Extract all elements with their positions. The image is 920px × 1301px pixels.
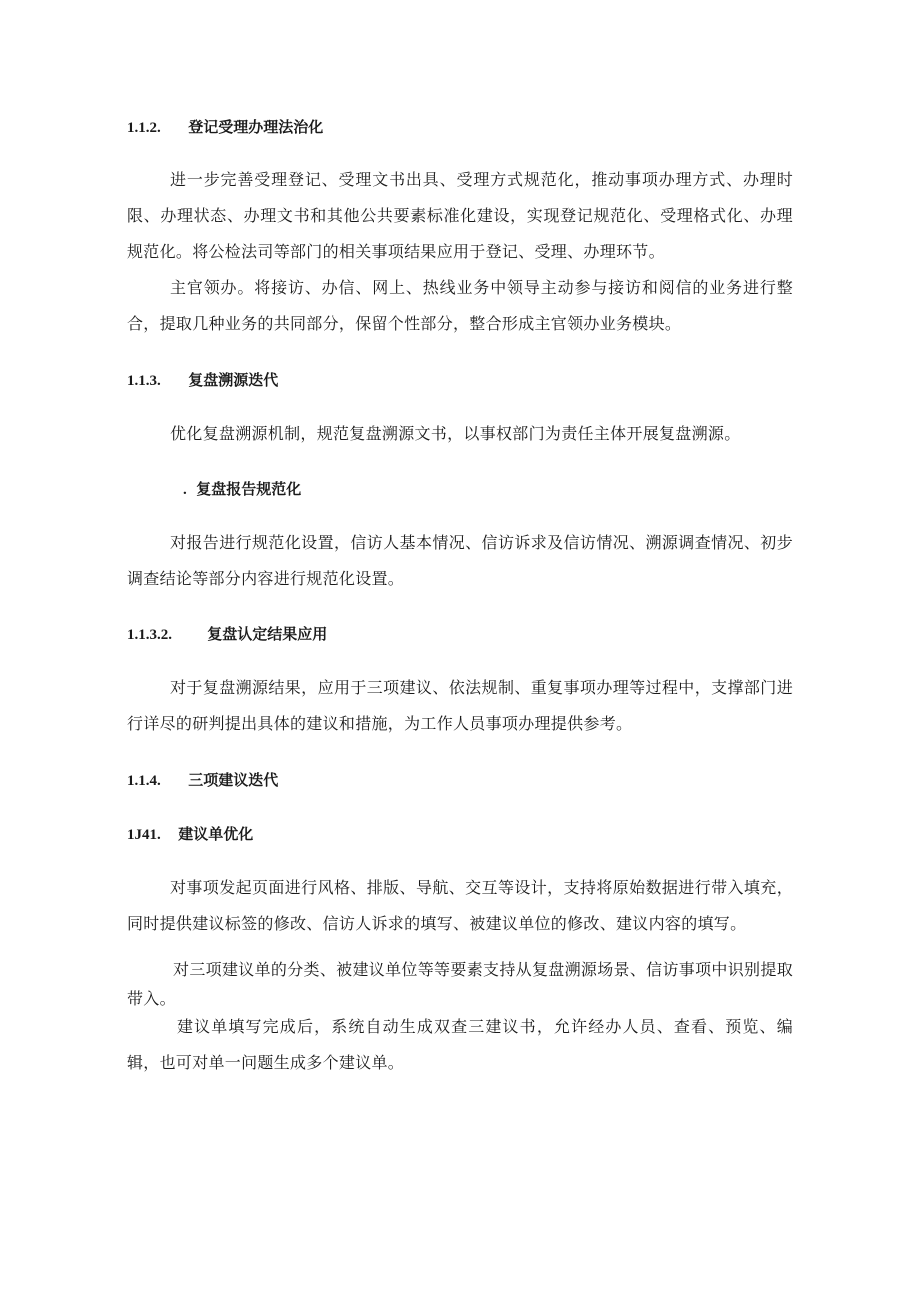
section-heading-1-1-2 <box>127 117 323 138</box>
section-heading-1-1-3-2 <box>127 624 327 645</box>
paragraph: 优化复盘溯源机制，规范复盘溯源文书，以事权部门为责任主体开展复盘溯源。 <box>170 424 741 443</box>
section-heading-1-1-4 <box>127 770 278 791</box>
paragraph: 对三项建议单的分类、被建议单位等等要素支持从复盘溯源场景、信访事项中识别提取带入。 <box>127 960 793 1008</box>
section-number: 1J41. <box>127 827 161 843</box>
section-heading-1-1-3 <box>127 370 278 391</box>
section-title: 复盘认定结果应用 <box>207 625 328 643</box>
section-heading-1j41 <box>127 824 253 845</box>
paragraph: 主官领办。将接访、办信、网上、热线业务中领导主动参与接访和阅信的业务进行整合，提取几种业务的共同部分，保留个性部分，整合形成主官领办业务模块。 <box>127 278 793 333</box>
section-title: 三项建议迭代 <box>188 771 279 789</box>
section-title: 登记受理办理法治化 <box>188 118 324 136</box>
paragraph: 对事项发起页面进行风格、排版、导航、交互等设计，支持将原始数据进行带入填充，同时提供建议标签的修改、信访人诉求的填写、被建议单位的修改、建议内容的填写。 <box>127 878 793 933</box>
paragraph: 对于复盘溯源结果，应用于三项建议、依法规制、重复事项办理等过程中，支撑部门进行详尽的研判提出具体的建议和措施，为工作人员事项办理提供参考。 <box>127 678 793 733</box>
section-title: 复盘溯源迭代 <box>188 371 279 389</box>
paragraph: 进一步完善受理登记、受理文书出具、受理方式规范化，推动事项办理方式、办理时限、办理状态、办理文书和其他公共要素标准化建设，实现登记规范化、受理格式化、办理规范化。将公检法司等部门的相关事项结果应用于登记、受理、办理环节。 <box>127 170 793 261</box>
paragraph: 对报告进行规范化设置，信访人基本情况、信访诉求及信访情况、溯源调查情况、初步调查结论等部分内容进行规范化设置。 <box>127 533 793 588</box>
section-number: . <box>183 482 187 498</box>
section-title: 复盘报告规范化 <box>196 480 302 498</box>
section-title: 建议单优化 <box>178 825 254 843</box>
section-number: 1.1.4. <box>127 773 161 789</box>
paragraph: 建议单填写完成后，系统自动生成双查三建议书，允许经办人员、查看、预览、编辑，也可对单一问题生成多个建议单。 <box>127 1017 793 1072</box>
section-number: 1.1.3. <box>127 373 161 389</box>
section-number: 1.1.2. <box>127 120 161 136</box>
section-number: 1.1.3.2. <box>127 627 172 643</box>
section-heading-report <box>183 479 301 500</box>
